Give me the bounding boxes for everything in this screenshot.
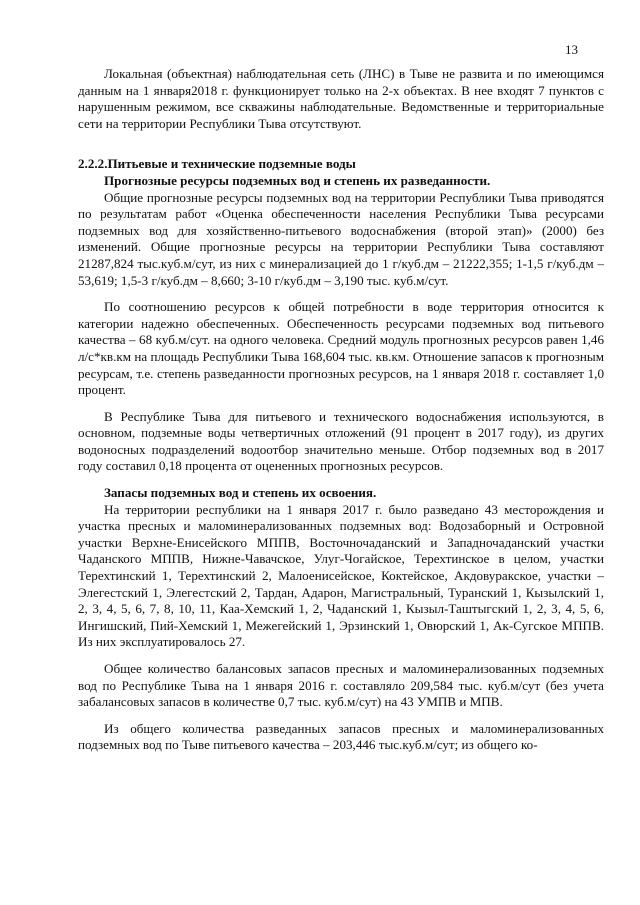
subheading-reserves: Запасы подземных вод и степень их освоения.: [104, 485, 377, 501]
section-heading: 2.2.2.Питьевые и технические подземные воды: [78, 156, 356, 172]
paragraph-supply-ratio: По соотношению ресурсов к общей потребности в воде территория относится к категории надежно обеспеченных. Обеспеченность ресурсами подземных вод питьевого качества – 68 куб.м/сут. на одного человека. Средний модуль прогнозных ресурсов равен 1,46 л/с*кв.км на площадь Республики Тыва 168,604 тыс. кв.км. Отношение запасов к прогнозным ресурсам, т.е. степень разведанности прогнозных ресурсов, на 1 января 2018 г. составляет 1,0 процент.: [78, 299, 604, 398]
paragraph-water-use: В Республике Тыва для питьевого и технического водоснабжения используются, в основном, подземные воды четвертичных отложений (91 процент в 2017 году), из других водоносных подразделений водоотбор значительно меньше. Отбор подземных вод в 2017 году составил 0,18 процента от оцененных прогнозных ресурсов.: [78, 408, 604, 474]
document-body: [78, 66, 604, 754]
paragraph-forecast-resources: Общие прогнозные ресурсы подземных вод на территории Республики Тыва приводятся по результатам работ «Оценка обеспеченности населения Республики Тыва ресурсами подземных вод для хозяйственно-питьевого водоснабжения (второй этап)» (2000) без изменений. Общие прогнозные ресурсы на территории Республики Тыва составляют 21287,824 тыс.куб.м/сут, из них с минерализацией до 1 г/куб.дм – 21222,355; 1-1,5 г/куб.дм – 53,619; 1,5-3 г/куб.дм – 8,660; 3-10 г/куб.дм – 3,190 тыс. куб.м/сут.: [78, 189, 604, 288]
paragraph-deposits: На территории республики на 1 января 2017 г. было разведано 43 месторождения и участка пресных и маломинерализованных подземных вод: Водозаборный и Островной участки Верхне-Енисейского МППВ, Восточночаданский и Западночаданский участки Чаданского МППВ, Нижне-Чавачское, Улуг-Чогайское, Терехтинское в целом, участки Терехтинский 1, Терехтинский 2, Малоенисейское, Коктейское, Акдовуракское, участки – Элегестский 1, Элегестский 2, Тардан, Адарон, Магистральный, Туранский 1, Кызылский 1, 2, 3, 4, 5, 6, 7, 8, 10, 11, Каа-Хемский 1, 2, Чаданский 1, Кызыл-Таштыгский 1, 2, 3, 4, 5, 6, Ингишский, Пий-Хемский 1, Межегейский 1, Эрзинский 1, Овюрский 1, Ак-Сугское МППВ. Из них эксплуатировалось 27.: [78, 501, 604, 650]
paragraph-balance-reserves: Общее количество балансовых запасов пресных и маломинерализованных подземных вод по Республике Тыва на 1 января 2016 г. составляло 209,584 тыс. куб.м/сут (без учета забалансовых запасов в количестве 0,7 тыс. куб.м/сут) на 43 УМПВ и МПВ.: [78, 661, 604, 710]
paragraph-lns: Локальная (объектная) наблюдательная сеть (ЛНС) в Тыве не развита и по имеющимся данным на 1 января2018 г. функционирует только на 2-х объектах. В нее входят 7 пунктов с нарушенным режимом, все скважины наблюдательные. Ведомственные и территориальные сети на территории Республики Тыва отсутствуют.: [78, 66, 604, 131]
subheading-forecast-resources: Прогнозные ресурсы подземных вод и степень их разведанности.: [104, 172, 491, 188]
page-number: 13: [565, 42, 578, 57]
paragraph-drinking-quality: Из общего количества разведанных запасов пресных и маломинерализованных подземных вод по Тыве питьевого качества – 203,446 тыс.куб.м/сут; из общего ко-: [78, 720, 604, 753]
